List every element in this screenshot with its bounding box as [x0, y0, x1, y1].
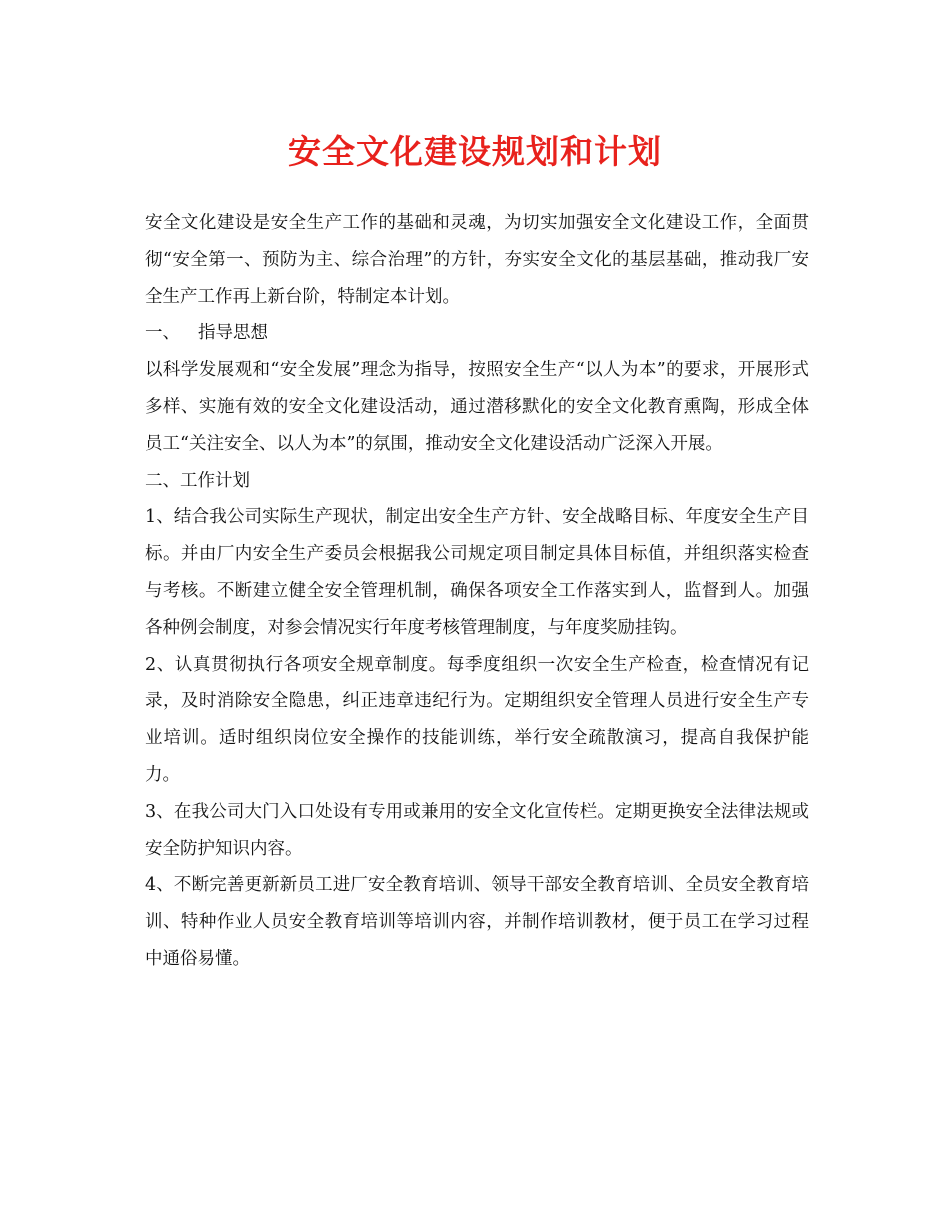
section-1-heading [145, 315, 809, 352]
section-1-paragraph: 以科学发展观和“安全发展”理念为指导，按照安全生产“以人为本”的要求，开展形式多样、实施有效的安全文化建设活动，通过潜移默化的安全文化教育熏陶，形成全体员工“关注安全、以人为本”的氛围，推动安全文化建设活动广泛深入开展。 [145, 360, 809, 454]
plan-item-2: 2、认真贯彻执行各项安全规章制度。每季度组织一次安全生产检查，检查情况有记录，及时消除安全隐患，纠正违章违纪行为。定期组织安全管理人员进行安全生产专业培训。适时组织岗位安全操作的技能训练，举行安全疏散演习，提高自我保护能力。 [145, 654, 809, 785]
page-title: 安全文化建设规划和计划 [288, 132, 662, 171]
plan-item-4: 4、不断完善更新新员工进厂安全教育培训、领导干部安全教育培训、全员安全教育培训、特种作业人员安全教育培训等培训内容，并制作培训教材，便于员工在学习过程中通俗易懂。 [145, 875, 809, 969]
intro-paragraph: 安全文化建设是安全生产工作的基础和灵魂，为切实加强安全文化建设工作，全面贯彻“安全第一、预防为主、综合治理”的方针，夯实安全文化的基层基础，推动我厂安全生产工作再上新台阶，特制定本计划。 [145, 213, 809, 307]
plan-item-1: 1、结合我公司实际生产现状，制定出安全生产方针、安全战略目标、年度安全生产目标。并由厂内安全生产委员会根据我公司规定项目制定具体目标值，并组织落实检查与考核。不断建立健全安全管理机制，确保各项安全工作落实到人，监督到人。加强各种例会制度，对参会情况实行年度考核管理制度，与年度奖励挂钩。 [145, 507, 809, 638]
plan-item-3: 3、在我公司大门入口处设有专用或兼用的安全文化宣传栏。定期更换安全法律法规或安全防护知识内容。 [145, 801, 809, 859]
section-1-number: 一、 [145, 323, 180, 344]
section-1-title: 指导思想 [198, 323, 268, 344]
document-body [145, 205, 809, 978]
section-2-heading: 二、工作计划 [145, 470, 250, 491]
